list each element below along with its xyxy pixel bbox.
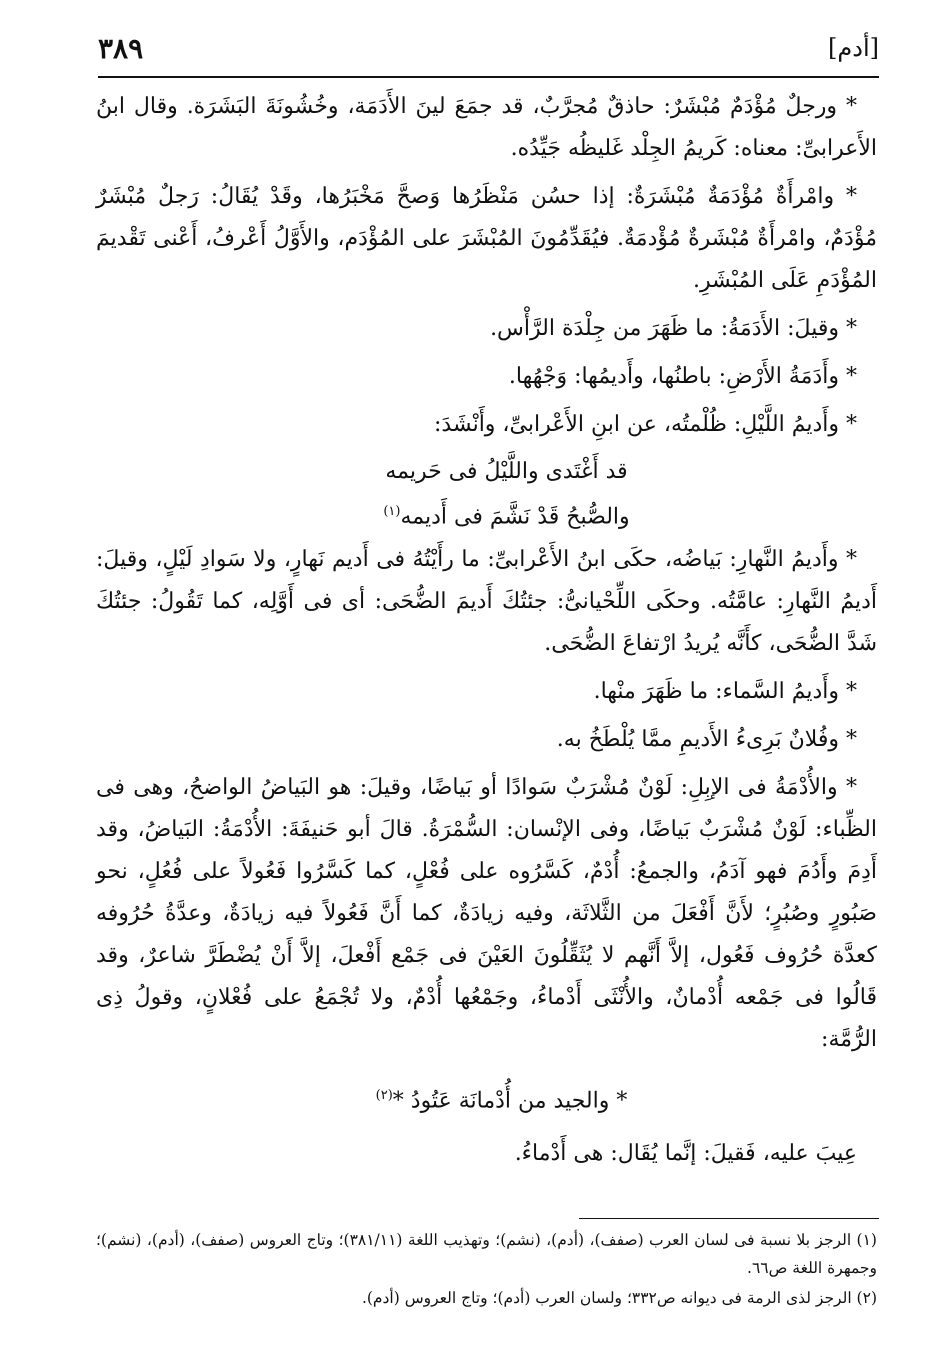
paragraph: * وأَدَمَةُ الأَرْضِ: باطنُها، وأَديمُها: وَجْهُها. (508, 364, 857, 389)
paragraph: * وامْرأَةٌ مُؤْدَمَةٌ مُبْشَرَةٌ: إذا حسُن مَنْظَرُها وَصحَّ مَخْبَرُها، وقَدْ يُقَالُ: رَجلٌ مُبْشَرٌ مُؤْدَمٌ، وامْرأَةٌ مُبْشَرةٌ مُؤْدمَةٌ. فيُقَدِّمُونَ المُبْشَرَ على المُؤْدَم، والأَوَّلُ أَعْرفُ، أَعْنى تَقْديمَ المُؤْدَمِ عَلَى المُبْشَرِ. (96, 184, 877, 293)
verse-couplet (96, 452, 877, 537)
paragraph: * وأَديمُ النَّهارِ: بَياضُه، حكَى ابنُ الأَعْرابىِّ: ما رأَيْتُهُ فى أَديم نَهارٍ، ولا سَوادِ لَيْلٍ، وقيلَ: أَديمُ النَّهارِ: عامَّتُه. وحكَى اللِّحْيانىُّ: جئتُكَ أَديمَ الضُّحَى: أى فى أَوَّلِه، كما تَقُولُ: جئتُكَ شَدَّ الضُّحَى، كأَنَّه يُريدُ ارْتفاعَ الضُّحَى. (96, 547, 877, 657)
running-head: [أدم] (828, 34, 879, 62)
verse-line (136, 492, 877, 537)
footnote-ref: (٢) (375, 1088, 393, 1104)
paragraph: * والأُدْمَةُ فى الإبِلِ: لَوْنٌ مُشْرَبٌ سَوادًا أو بَياضًا، وقيلَ: هو البَياضُ الواضحُ، وهى فى الظِّباء: لَوْنٌ مُشْرَبٌ بَياضًا، وفى الإنْسان: السُّمْرَةُ. قالَ أبو حَنيفَةَ: الأُدْمَةُ: البَياضُ، وقد أَدِمَ وأَدُمَ فهو آدَمُ، والجمعُ: أُدْمٌ، كَسَّرُوه على فُعْلٍ، كما كَسَّرُوا فَعُولاً على فُعُلٍ، نحو صَبُورٍ وصُبُرٍ؛ لأَنَّ أَفْعَلَ من الثَّلاثَة، وفيه زيادَةٌ، كما أَنَّ فَعُولاً فيه زيادَةٌ، وعدَّةُ حُرُوفه كعدَّة حُرُوف فَعُول، إلاَّ أَنَّهم لا يُثَقِّلُونَ العَيْنَ فى جَمْع أَفْعلَ، إلاَّ أَنْ يُضْطَرَّ شاعرٌ، وقد قَالُوا فى جَمْعه أُدْمانٌ، والأُنْثَى أَدْماءُ، وجَمْعُها أُدْمٌ، ولا تُجْمَعُ على فُعْلانٍ، وقولُ ذِى الرُّمَّة: (96, 775, 877, 1053)
page-number: ٣٨٩ (98, 32, 144, 65)
verse-quote (96, 1075, 877, 1122)
page-header (98, 28, 879, 76)
paragraph: * وأَديمُ اللَّيْلِ: ظُلْمتُه، عن ابنِ الأَعْرابىِّ، وأَنْشَدَ: (433, 412, 857, 437)
paragraph: * وفُلانٌ بَرِىءُ الأَديمِ ممَّا يُلْطَخُ به. (556, 727, 857, 753)
footnote: (١) الرجز بلا نسبة فى لسان العرب (صفف)، (أدم)، (نشم)؛ وتهذيب اللغة (٣٨١/١١)؛ وتاج العروس (صفف)، (أدم)، (نشم)؛ وجمهرة اللغة ص٦٦. (96, 1231, 877, 1277)
paragraph: عِيبَ عليه، فَقيلَ: إنَّما يُقَال: هى أَدْماءُ. (514, 1140, 857, 1166)
footnote-ref: (١) (383, 504, 401, 519)
paragraph: * ورجلٌ مُؤْدَمٌ مُبْشَرٌ: حاذقٌ مُجرَّبٌ، قد جمَعَ لينَ الأَدَمَة، وخُشُونَةَ البَشَرَة. وقال ابنُ الأَعرابىِّ: معناه: كَريمُ الجِلْد غَليظُه جَيِّدُه. (96, 94, 877, 161)
main-text (96, 86, 877, 1181)
footnote-rule (579, 1218, 879, 1219)
paragraph: * وأَديمُ السَّماء: ما ظَهَرَ منْها. (593, 679, 857, 705)
verse-line: قد أَغْتَدى واللَّيْلُ فى حَريمه (385, 459, 628, 484)
verse-line: * والجيد من أُدْمانَة عَتُودُ * (392, 1088, 628, 1114)
header-rule (98, 76, 879, 78)
verse-line-text: والصُّبحُ قَدْ نَشَّمَ فى أَديمه (400, 504, 630, 530)
footnote: (٢) الرجز لذى الرمة فى ديوانه ص٣٣٢؛ ولسان العرب (أدم)؛ وتاج العروس (أدم). (361, 1289, 877, 1307)
paragraph: * وقيلَ: الأَدَمَةُ: ما ظَهَرَ من جِلْدَة الرَّأْس. (490, 316, 857, 341)
footnotes (96, 1226, 877, 1314)
